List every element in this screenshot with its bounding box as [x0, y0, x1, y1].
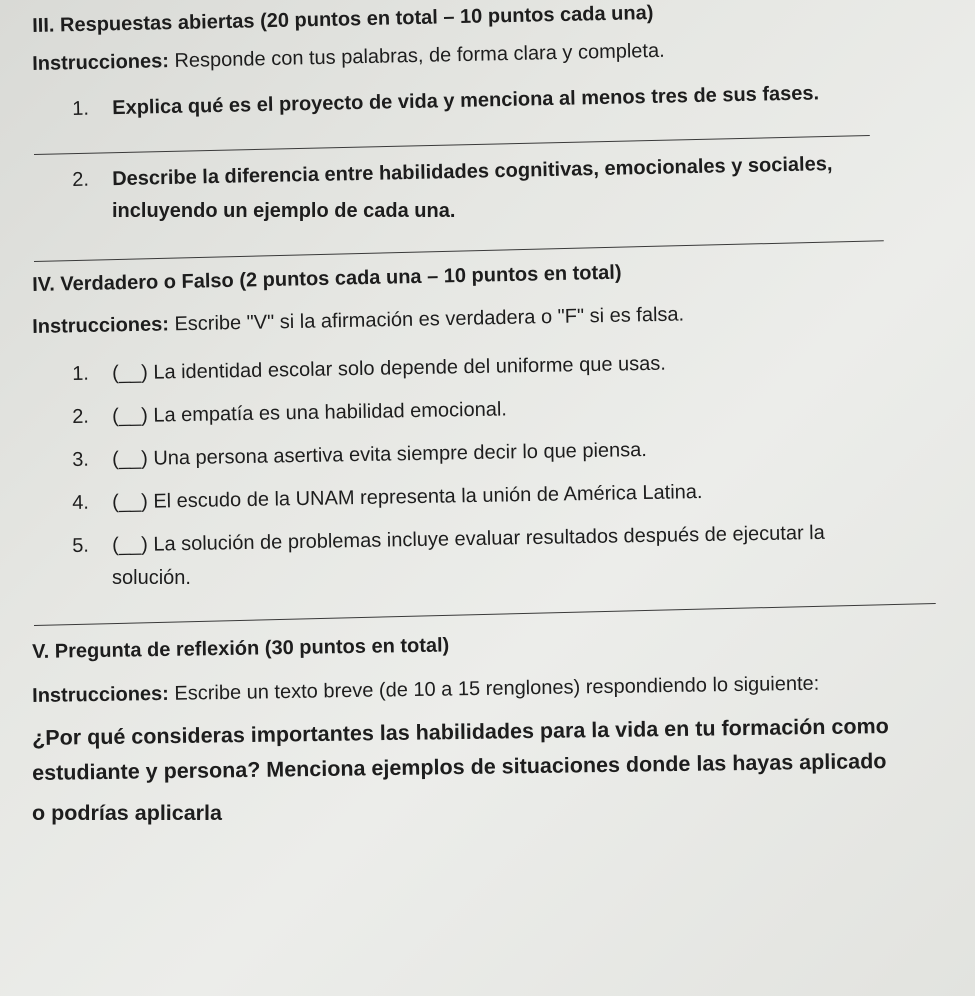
answer-blank[interactable]: (__) — [112, 447, 148, 471]
question-number: 2. — [72, 168, 90, 191]
section-3-heading: III. Respuestas abiertas (20 puntos en total – 10 puntos cada una) — [32, 1, 654, 37]
item-text: Una persona asertiva evita siempre decir lo que piensa. — [153, 438, 648, 470]
tf-item-2 — [72, 397, 507, 429]
item-text: La solución de problemas incluye evaluar resultados después de ejecutar la — [153, 521, 825, 556]
section-3-instructions — [32, 39, 665, 76]
item-text: El escudo de la UNAM representa la unión de América Latina. — [153, 480, 703, 513]
item-number: 2. — [72, 405, 90, 428]
item-text: La empatía es una habilidad emocional. — [153, 398, 508, 427]
answer-line[interactable] — [34, 240, 884, 262]
tf-item-3 — [72, 438, 647, 472]
answer-line[interactable] — [34, 135, 870, 155]
instructions-label: Instrucciones: — [32, 313, 170, 338]
question-number: 1. — [72, 97, 90, 120]
item-text: La identidad escolar solo depende del uniforme que usas. — [153, 352, 667, 384]
instructions-text: Escribe "V" si la afirmación es verdadera o "F" si es falsa. — [168, 303, 685, 336]
answer-line[interactable] — [34, 603, 936, 626]
item-number: 3. — [72, 448, 90, 471]
item-number: 4. — [72, 491, 90, 514]
answer-blank[interactable]: (__) — [112, 490, 148, 514]
instructions-label: Instrucciones: — [32, 682, 170, 707]
question-text: Describe la diferencia entre habilidades cognitivas, emocionales y sociales, — [112, 153, 833, 191]
reflection-question-line-1: ¿Por qué consideras importantes las habilidades para la vida en tu formación como — [32, 714, 889, 750]
item-number: 5. — [72, 534, 90, 557]
tf-item-5 — [72, 521, 825, 558]
question-2 — [72, 152, 833, 192]
question-2-continued: incluyendo un ejemplo de cada una. — [112, 200, 456, 222]
reflection-question-line-3: o podrías aplicarla — [32, 801, 222, 825]
answer-blank[interactable]: (__) — [112, 533, 148, 557]
tf-item-4 — [72, 480, 703, 515]
tf-item-5-continued: solución. — [112, 567, 191, 589]
item-number: 1. — [72, 362, 90, 385]
reflection-question-line-2: estudiante y persona? Menciona ejemplos de situaciones donde las hayas aplicado — [32, 749, 887, 785]
question-1 — [72, 81, 819, 121]
instructions-text: Responde con tus palabras, de forma clara y completa. — [168, 39, 665, 73]
question-text: Explica qué es el proyecto de vida y menciona al menos tres de sus fases. — [112, 82, 820, 120]
answer-blank[interactable]: (__) — [112, 361, 148, 385]
section-4-heading: IV. Verdadero o Falso (2 puntos cada una – 10 puntos en total) — [32, 261, 622, 296]
instructions-text: Escribe un texto breve (de 10 a 15 renglones) respondiendo lo siguiente: — [168, 672, 820, 705]
tf-item-1 — [72, 352, 666, 386]
answer-blank[interactable]: (__) — [112, 404, 148, 428]
section-5-heading: V. Pregunta de reflexión (30 puntos en total) — [32, 634, 450, 663]
section-4-instructions — [32, 302, 684, 339]
instructions-label: Instrucciones: — [32, 50, 170, 75]
section-5-instructions — [32, 672, 819, 708]
